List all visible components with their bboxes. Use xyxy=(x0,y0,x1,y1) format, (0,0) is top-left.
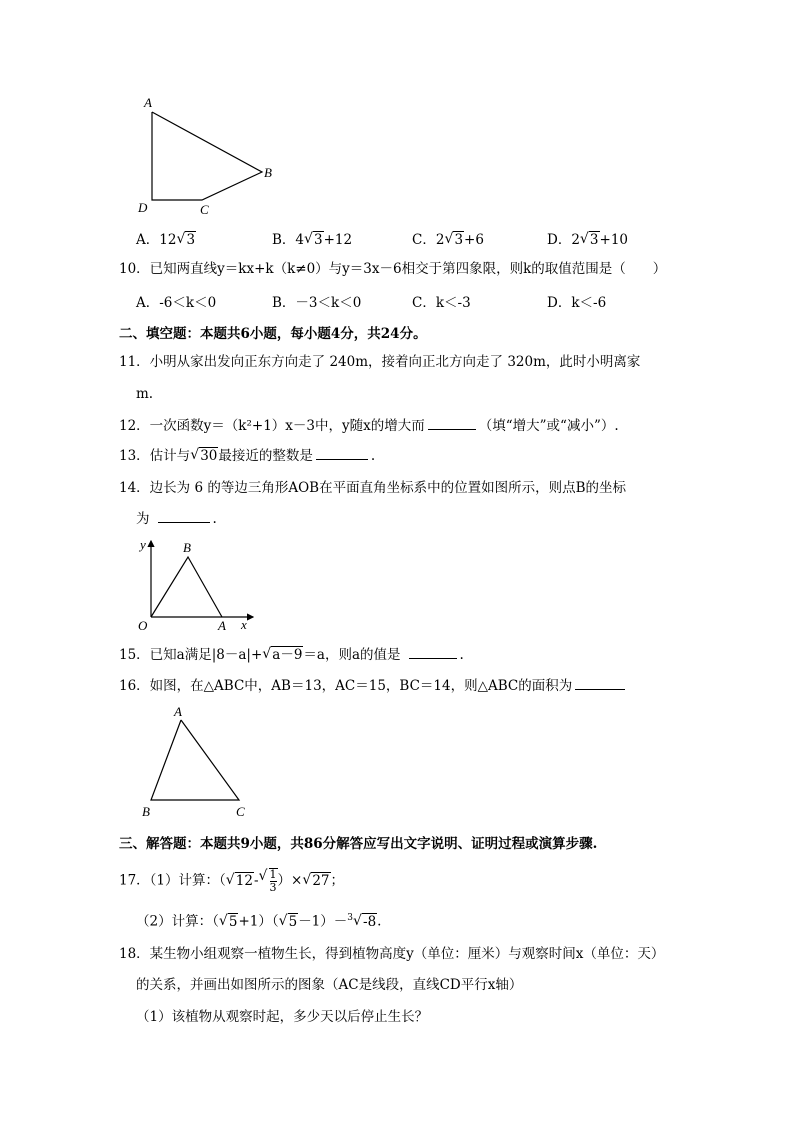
q10-option-c: C．k＜-3 xyxy=(412,295,471,311)
fig16-label-b: B xyxy=(142,804,150,819)
section-2-heading: 二、填空题：本题共6小题，每小题4分，共24分。 xyxy=(119,326,427,342)
section-3-heading: 三、解答题：本题共9小题，共86分解答应写出文字说明、证明过程或演算步骤. xyxy=(119,836,598,852)
q14-line2: 为 . xyxy=(136,511,217,527)
q14-line1: 14．边长为 6 的等边三角形AOB在平面直角坐标系中的位置如图所示，则点B的坐标 xyxy=(119,480,627,496)
q18-line1: 18．某生物小组观察一植物生长，得到植物高度y（单位：厘米）与观察时间x（单位：天） xyxy=(119,946,665,962)
q9-option-c: C．2√ 3+6 xyxy=(412,228,484,248)
q16-answer-blank[interactable] xyxy=(575,676,625,690)
fig14-label-b: B xyxy=(183,540,191,555)
fig14-label-y: y xyxy=(140,537,146,552)
fig16-label-c: C xyxy=(236,804,245,819)
fig14-label-x: x xyxy=(241,617,247,632)
q15: 15．已知a满足|8－a|+√ a－9＝a，则a的值是 . xyxy=(119,645,464,664)
figure-quadrilateral xyxy=(130,92,290,222)
fig14-label-o: O xyxy=(138,618,148,633)
q11-line1: 11．小明从家出发向正东方向走了 240m，接着向正北方向走了 320m，此时小明离家 xyxy=(119,354,641,370)
q12-answer-blank[interactable] xyxy=(428,416,476,430)
q17-part2: （2）计算：（√ 5+1）（√ 5－1）－$^3$√ -8. xyxy=(136,909,381,931)
q10-stem: 10．已知两直线y＝kx+k（k≠0）与y＝3x－6相交于第四象限，则k的取值范围是（ ） xyxy=(119,261,667,277)
fig9-label-a: A xyxy=(144,95,152,110)
q9-option-d: D．2√ 3+10 xyxy=(547,228,628,248)
fig16-label-a: A xyxy=(174,704,182,719)
figure-coordinate-triangle xyxy=(135,535,260,635)
fig9-label-d: D xyxy=(138,200,148,215)
figure-triangle-abc xyxy=(138,702,253,822)
q17-part1: 17．（1）计算：（√ 12- √ $\frac{1}{3}$ ）×√ 27； xyxy=(119,868,344,894)
q18-line3: （1）该植物从观察时起，多少天以后停止生长？ xyxy=(136,1009,429,1025)
q12: 12．一次函数y＝（k²+1）x－3中，y随x的增大而 （填“增大”或“减小”）. xyxy=(119,418,619,434)
q16: 16．如图，在△ABC中，AB＝13，AC＝15，BC＝14，则△ABC的面积为 xyxy=(119,676,628,695)
fig14-label-a: A xyxy=(218,618,226,633)
q13-answer-blank[interactable] xyxy=(316,446,368,460)
fig9-label-b: B xyxy=(264,165,272,180)
q11-line2: m. xyxy=(136,386,154,402)
q9-option-a: A．12√ 3 xyxy=(136,228,196,248)
q10-option-d: D．k＜-6 xyxy=(547,295,607,311)
q10-option-b: B．－3＜k＜0 xyxy=(272,295,362,311)
fig9-label-c: C xyxy=(200,202,209,217)
q14-answer-blank[interactable] xyxy=(158,509,210,523)
q9-option-b: B．4√ 3+12 xyxy=(272,228,352,248)
q15-answer-blank[interactable] xyxy=(409,645,457,659)
q18-line2: 的关系，并画出如图所示的图象（AC是线段，直线CD平行x轴） xyxy=(136,977,523,993)
q13: 13．估计与√ 30最接近的整数是 . xyxy=(119,446,375,465)
q10-option-a: A．-6＜k＜0 xyxy=(136,295,217,311)
